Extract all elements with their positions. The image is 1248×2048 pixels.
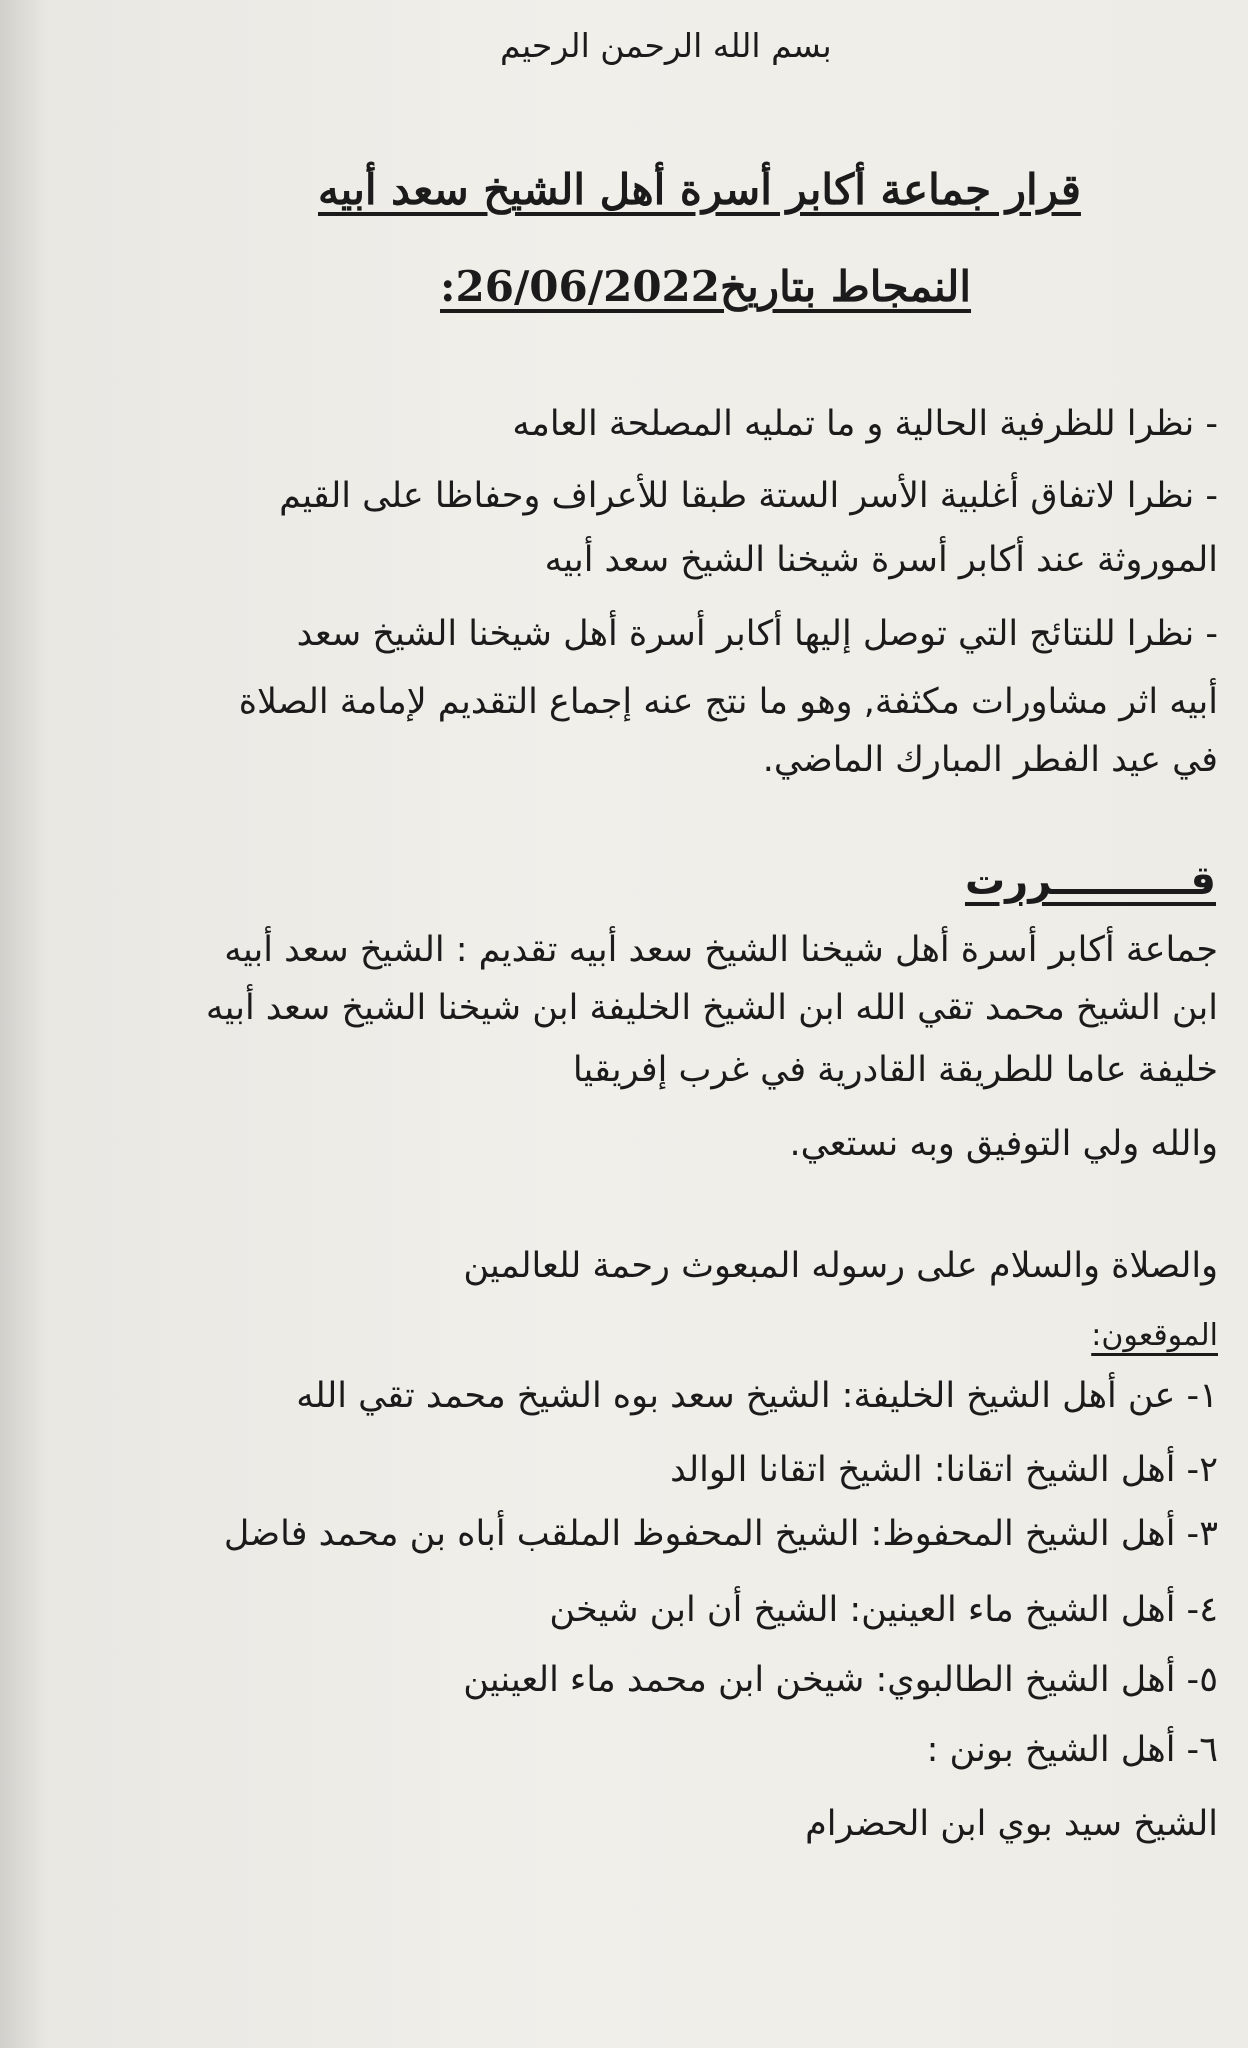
preamble-line-4: - نظرا للنتائج التي توصل إليها أكابر أسرة أهل شيخنا الشيخ سعد: [296, 614, 1218, 654]
closing-line: والصلاة والسلام على رسوله المبعوث رحمة للعالمين: [463, 1246, 1218, 1286]
decision-line-3: خليفة عاما للطريقة القادرية في غرب إفريقيا: [572, 1050, 1218, 1090]
title-line-1: قرار جماعة أكابر أسرة أهل الشيخ سعد أبيه: [318, 165, 1081, 214]
preamble-line-2: - نظرا لاتفاق أغلبية الأسر الستة طبقا للأعراف وحفاظا على القيم: [279, 476, 1218, 516]
preamble-line-1: - نظرا للظرفية الحالية و ما تمليه المصلحة العامه: [512, 404, 1218, 444]
signatory-6-name: الشيخ سيد بوي ابن الحضرام: [805, 1804, 1218, 1844]
signatory-6: ٦- أهل الشيخ بونن :: [926, 1730, 1218, 1770]
basmala: بسم الله الرحمن الرحيم: [500, 26, 832, 65]
title-date-suffix: :: [440, 262, 456, 311]
signatory-1: ١- عن أهل الشيخ الخليفة: الشيخ سعد بوه الشيخ محمد تقي الله: [296, 1376, 1218, 1416]
decision-line-2: ابن الشيخ محمد تقي الله ابن الشيخ الخليفة ابن شيخنا الشيخ سعد أبيه: [205, 988, 1218, 1028]
signatory-5: ٥- أهل الشيخ الطالبوي: شيخن ابن محمد ماء العينين: [463, 1660, 1218, 1700]
signatories-heading: الموقعون:: [1091, 1318, 1218, 1353]
title-place-label: النمجاط بتاريخ: [719, 262, 972, 311]
signatory-3: ٣- أهل الشيخ المحفوظ: الشيخ المحفوظ الملقب أباه بن محمد فاضل: [223, 1514, 1218, 1554]
title-line-2: [440, 262, 971, 311]
page-shadow: [0, 0, 48, 2048]
decision-line-1: جماعة أكابر أسرة أهل شيخنا الشيخ سعد أبيه تقديم : الشيخ سعد أبيه: [224, 930, 1218, 970]
signatory-4: ٤- أهل الشيخ ماء العينين: الشيخ أن ابن شيخن: [549, 1590, 1218, 1630]
preamble-line-5: أبيه اثر مشاورات مكثفة, وهو ما نتج عنه إجماع التقديم لإمامة الصلاة: [238, 682, 1218, 722]
preamble-line-3: الموروثة عند أكابر أسرة شيخنا الشيخ سعد أبيه: [544, 540, 1218, 580]
signatory-2: ٢- أهل الشيخ اتقانا: الشيخ اتقانا الوالد: [670, 1450, 1218, 1490]
preamble-line-6: في عيد الفطر المبارك الماضي.: [762, 740, 1218, 780]
title-date: 26/06/2022: [455, 262, 720, 311]
decision-heading: قــــــــــررت: [964, 858, 1216, 904]
decision-line-4: والله ولي التوفيق وبه نستعي.: [789, 1124, 1218, 1164]
